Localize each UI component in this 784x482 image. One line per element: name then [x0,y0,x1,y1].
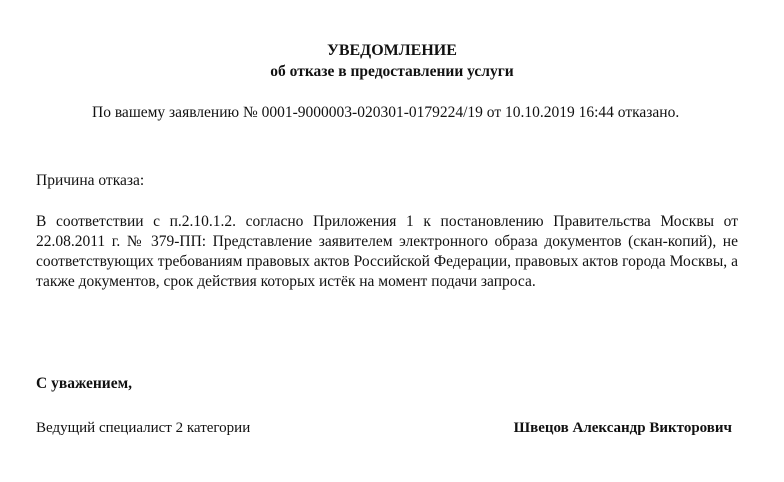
intro-text: По вашему заявлению № 0001-9000003-020301-0179224/19 от 10.10.2019 16:44 отказано. [92,104,680,121]
closing-salutation: С уважением, [36,375,133,392]
reason-text: В соответствии с п.2.10.1.2. согласно Приложения 1 к постановлению Правительства Москвы от 22.08.2011 г. № 379-ПП: Представление заявителем электронного образа документов (скан-копий), не соответствующих требованиям правовых актов Российской Федерации, правовых актов города Москвы, а также документов, срок действия которых истёк на момент подачи запроса. [36,213,738,290]
reason-label: Причина отказа: [36,172,145,189]
signer-name: Швецов Александр Викторович [513,420,732,436]
intro-paragraph [36,103,738,123]
document-title: УВЕДОМЛЕНИЕ [327,42,457,59]
signer-position: Ведущий специалист 2 категории [36,420,251,436]
document-subtitle: об отказе в предоставлении услуги [270,63,514,80]
